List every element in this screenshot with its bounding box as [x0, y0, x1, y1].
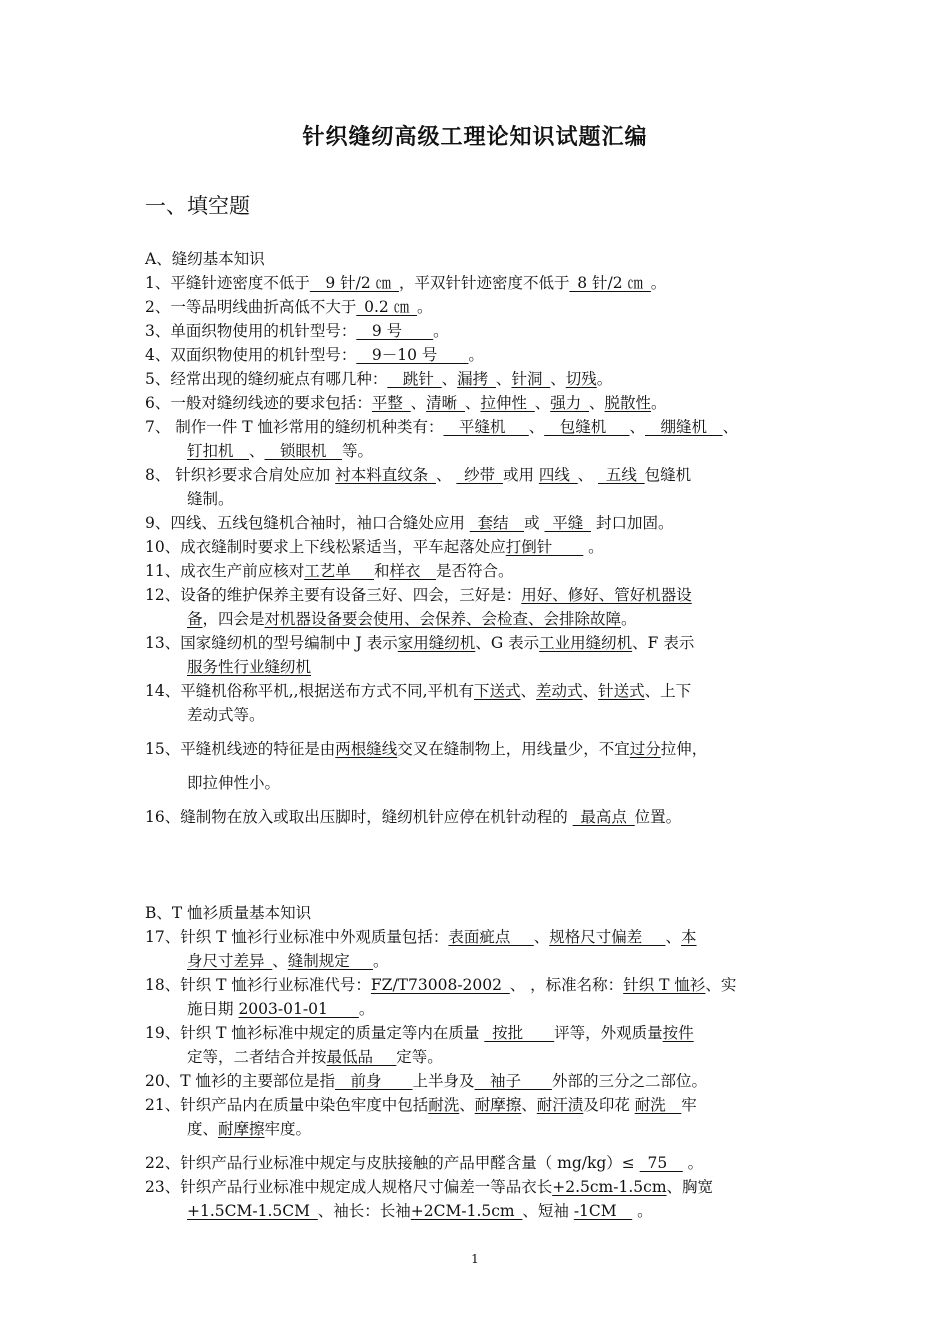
answer-text: 针织 T 恤衫	[623, 976, 706, 994]
question-text: 2、一等品明线曲折高低不大于	[145, 298, 357, 316]
question-text: 、	[272, 952, 288, 970]
answer-text: 强力_	[550, 394, 589, 412]
question-text: 或	[524, 514, 545, 532]
subsection-heading-a: A、缝纫基本知识	[145, 250, 265, 268]
answer-text: __前身____	[335, 1072, 413, 1090]
question-line	[145, 1069, 825, 1093]
answer-text: 漏拷_	[457, 370, 496, 388]
question-text: 、F 表示	[632, 634, 695, 652]
answer-text: 耐洗__	[634, 1096, 682, 1114]
answer-text: 规格尺寸偏差___	[549, 928, 666, 946]
question-text: 。	[358, 1000, 375, 1018]
question-text: 、	[441, 370, 458, 388]
answer-text: 差动式	[536, 682, 583, 700]
question-text: 差动式等。	[187, 706, 265, 724]
answer-text: _按批____	[484, 1024, 555, 1042]
question-text: 上半身及	[412, 1072, 475, 1090]
answer-text: 备	[187, 610, 203, 628]
question-line	[145, 679, 825, 703]
answer-text: 缝制规定___	[287, 952, 374, 970]
section-title: 一、填空题	[145, 194, 250, 218]
question-text: 、	[464, 394, 481, 412]
question-text: 或用	[502, 466, 539, 484]
answer-text: 清晰_	[426, 394, 465, 412]
question-text: 、	[410, 394, 427, 412]
answer-text: 用好、修好、管好机器设	[521, 586, 692, 604]
answer-text: 家用缝纫机	[397, 634, 476, 652]
question-text: 、	[520, 682, 537, 700]
question-text: 10、成衣缝制时要求上下线松紧适当，平车起落处应	[145, 538, 506, 556]
question-text: 、	[665, 928, 681, 946]
question-text: 19、针织 T 恤衫标准中规定的质量定等内在质量	[145, 1024, 485, 1042]
question-text: 。	[416, 298, 433, 316]
question-text: 、	[459, 1096, 475, 1114]
question-text: 23、针织产品行业标准中规定成人规格尺寸偏差一等品衣长	[145, 1178, 553, 1196]
question-text: 。	[650, 274, 667, 292]
question-text: ，四会是	[202, 610, 265, 628]
answer-text: 2003-01-01____	[238, 1000, 359, 1018]
question-text: 。	[433, 322, 449, 340]
answer-text: __袖子____	[474, 1072, 553, 1090]
question-line	[145, 319, 825, 343]
answer-text: _套结__	[469, 514, 525, 532]
answer-text: -1CM__	[573, 1202, 633, 1220]
question-line	[145, 737, 825, 761]
question-text: 、	[588, 394, 605, 412]
question-text: 8、 针织衫要求合肩处应加	[145, 466, 336, 484]
answer-text: 工业用缝纫机	[539, 634, 633, 652]
question-text: 、	[495, 370, 512, 388]
question-line	[145, 295, 825, 319]
question-text: 。	[468, 346, 484, 364]
answer-text: 切残	[565, 370, 597, 388]
answer-text: __9 针/2 ㎝_	[309, 274, 399, 292]
question-line	[145, 1093, 825, 1117]
question-line	[145, 925, 825, 949]
question-text: 等。	[342, 442, 374, 460]
question-text: 。	[621, 610, 637, 628]
question-text: 位置。	[634, 808, 682, 826]
question-text: 15、平缝机线迹的特征是由	[145, 740, 336, 758]
question-text: 。	[596, 370, 613, 388]
question-text: 22、针织产品行业标准中规定与皮肤接触的产品甲醛含量（ mg/kg）≤	[145, 1154, 640, 1172]
page-number: 1	[471, 1252, 479, 1266]
answer-text: _75__	[639, 1154, 683, 1172]
question-text: 外部的三分之二部位。	[552, 1072, 708, 1090]
answer-text: 针送式	[598, 682, 645, 700]
question-text: 、	[722, 418, 739, 436]
question-text: 。	[632, 1202, 653, 1220]
question-text: 、	[435, 466, 457, 484]
question-text: 11、成衣生产前应核对	[145, 562, 305, 580]
question-line-continuation	[145, 703, 825, 727]
question-text: 18、针织 T 恤衫行业标准代号：	[145, 976, 371, 994]
answer-text: _最高点_	[572, 808, 635, 826]
answer-text: 服务性行业缝纫机	[187, 658, 312, 676]
question-list-a	[145, 271, 825, 829]
question-list-b	[145, 925, 825, 1223]
answer-text: 工艺单___	[304, 562, 374, 580]
question-line	[145, 973, 825, 997]
question-line-continuation	[145, 487, 825, 511]
answer-text: 平整_	[371, 394, 411, 412]
question-line	[145, 1175, 825, 1199]
document-title: 针织缝纫高级工理论知识试题汇编	[302, 124, 648, 150]
question-text: 、	[249, 442, 265, 460]
answer-text: +2CM-1.5cm_	[410, 1202, 523, 1220]
question-text: 施日期	[187, 1000, 239, 1018]
question-text: 5、经常出现的缝纫疵点有哪几种：	[145, 370, 388, 388]
question-text: 。	[583, 538, 604, 556]
question-line	[145, 511, 825, 535]
question-text: 4、双面织物使用的机针型号：	[145, 346, 357, 364]
answer-text: 耐摩擦	[474, 1096, 522, 1114]
subsection-heading-b: B、T 恤衫质量基本知识	[145, 904, 312, 922]
question-text: 、	[577, 466, 599, 484]
question-line-continuation	[145, 607, 825, 631]
question-line-continuation	[145, 997, 825, 1021]
question-text: 。	[651, 394, 667, 412]
question-text: 、	[582, 682, 599, 700]
content-block-b	[145, 901, 825, 1223]
question-text: 、袖长：长袖	[317, 1202, 411, 1220]
answer-text: 最低品___	[326, 1048, 397, 1066]
question-line-continuation	[145, 1199, 825, 1223]
question-text: 1、平缝针迹密度不低于	[145, 274, 310, 292]
question-line	[145, 805, 825, 829]
question-line	[145, 271, 825, 295]
question-line-continuation	[145, 439, 825, 463]
question-text: 、	[521, 1096, 537, 1114]
answer-text: 打倒针____	[505, 538, 584, 556]
question-line-continuation	[145, 655, 825, 679]
question-line	[145, 583, 825, 607]
question-text: 及印花	[583, 1096, 635, 1114]
question-line	[145, 463, 825, 487]
question-line	[145, 559, 825, 583]
answer-text: 脱散性	[604, 394, 652, 412]
question-text: 14、平缝机俗称平机,,根据送布方式不同,平机有	[145, 682, 475, 700]
question-text: 、实	[705, 976, 737, 994]
question-text: 、上下	[644, 682, 692, 700]
answer-text: FZ/T73008-2002_	[370, 976, 510, 994]
question-line-continuation	[145, 949, 825, 973]
question-text: 、胸宽	[666, 1178, 714, 1196]
answer-text: __9 号____	[356, 322, 434, 340]
question-text: 12、设备的维护保养主要有设备三好、四会，三好是：	[145, 586, 522, 604]
content-block-a	[145, 247, 825, 829]
question-text: 6、一般对缝纫线迹的要求包括：	[145, 394, 372, 412]
question-line	[145, 631, 825, 655]
question-text: 拉伸，	[660, 740, 708, 758]
answer-text: 耐摩擦	[218, 1120, 265, 1138]
answer-text: __绷缝机__	[645, 418, 723, 436]
answer-text: +1.5CM-1.5CM_	[187, 1202, 318, 1220]
question-line	[145, 391, 825, 415]
answer-text: __9－10 号____	[356, 346, 469, 364]
question-line-continuation	[145, 1117, 825, 1141]
answer-text: __跳针_	[387, 370, 442, 388]
question-text: 、 ，标准名称：	[509, 976, 624, 994]
question-text: 评等，外观质量	[554, 1024, 663, 1042]
question-line	[145, 535, 825, 559]
answer-text: 四线_	[538, 466, 578, 484]
question-line-continuation	[145, 771, 825, 795]
question-text: 。	[373, 952, 389, 970]
question-line	[145, 343, 825, 367]
question-text: 9、四线、五线包缝机合袖时，袖口合缝处应用	[145, 514, 470, 532]
answer-text: +2.5cm-1.5cm	[552, 1178, 667, 1196]
question-text: 13、国家缝纫机的型号编制中 J 表示	[145, 634, 398, 652]
question-text: 缝制。	[187, 490, 234, 508]
question-text: 定等，二者结合并按	[187, 1048, 327, 1066]
question-text: 牢度。	[264, 1120, 312, 1138]
answer-text: 耐汗渍	[536, 1096, 584, 1114]
answer-text: 表面疵点___	[448, 928, 534, 946]
question-text: 即拉伸性小。	[187, 774, 281, 792]
question-text: 7、 制作一件 T 恤衫常用的缝纫机种类有：	[145, 418, 444, 436]
answer-text: _0.2 ㎝_	[356, 298, 417, 316]
question-line	[145, 367, 825, 391]
answer-text: __锁眼机__	[264, 442, 343, 460]
question-text: 、	[550, 370, 566, 388]
answer-text: _纱带_	[456, 466, 503, 484]
question-text: 。	[682, 1154, 704, 1172]
question-text: 和	[374, 562, 390, 580]
answer-text: 下送式	[474, 682, 521, 700]
question-text: 、	[528, 418, 545, 436]
answer-text: 钉扣机__	[187, 442, 250, 460]
question-text: 、	[629, 418, 646, 436]
answer-text: __包缝机___	[544, 418, 630, 436]
question-text: 、G 表示	[475, 634, 540, 652]
question-text: 20、T 恤衫的主要部位是指	[145, 1072, 335, 1090]
answer-text: 身尺寸差异_	[187, 952, 273, 970]
question-text: 、短袖	[522, 1202, 574, 1220]
question-text: 是否符合。	[436, 562, 514, 580]
answer-text: 衬本料直纹条_	[335, 466, 436, 484]
question-text: 牢	[681, 1096, 697, 1114]
question-text: 3、单面织物使用的机针型号：	[145, 322, 357, 340]
question-text: 、	[533, 928, 550, 946]
question-text: 交叉在缝制物上，用线量少，不宜	[397, 740, 630, 758]
answer-text: 耐洗	[428, 1096, 460, 1114]
question-text: 定等。	[396, 1048, 443, 1066]
answer-text: 两根缝线	[335, 740, 398, 758]
answer-text: 对机器设备要会使用、会保养、会检查、会排除故障	[264, 610, 622, 628]
answer-text: _五线_	[598, 466, 645, 484]
answer-text: _平缝_	[544, 514, 592, 532]
question-text: 16、缝制物在放入或取出压脚时，缝纫机针应停在机针动程的	[145, 808, 573, 826]
answer-text: 拉伸性_	[480, 394, 535, 412]
question-text: 17、针织 T 恤衫行业标准中外观质量包括：	[145, 928, 449, 946]
question-text: 21、针织产品内在质量中染色牢度中包括	[145, 1096, 429, 1114]
answer-text: 过分	[629, 740, 661, 758]
answer-text: 按件	[662, 1024, 694, 1042]
question-text: ，平双针针迹密度不低于	[398, 274, 570, 292]
answer-text: _8 针/2 ㎝_	[569, 274, 651, 292]
answer-text: 本	[680, 928, 697, 946]
answer-text: __平缝机___	[443, 418, 529, 436]
question-text: 、	[534, 394, 551, 412]
question-line	[145, 1151, 825, 1175]
question-text: 包缝机	[644, 466, 692, 484]
question-text: 封口加固。	[591, 514, 674, 532]
question-line	[145, 1021, 825, 1045]
question-line-continuation	[145, 1045, 825, 1069]
question-line	[145, 415, 825, 439]
answer-text: 针洞_	[511, 370, 551, 388]
question-text: 度、	[187, 1120, 219, 1138]
answer-text: 样衣__	[389, 562, 437, 580]
